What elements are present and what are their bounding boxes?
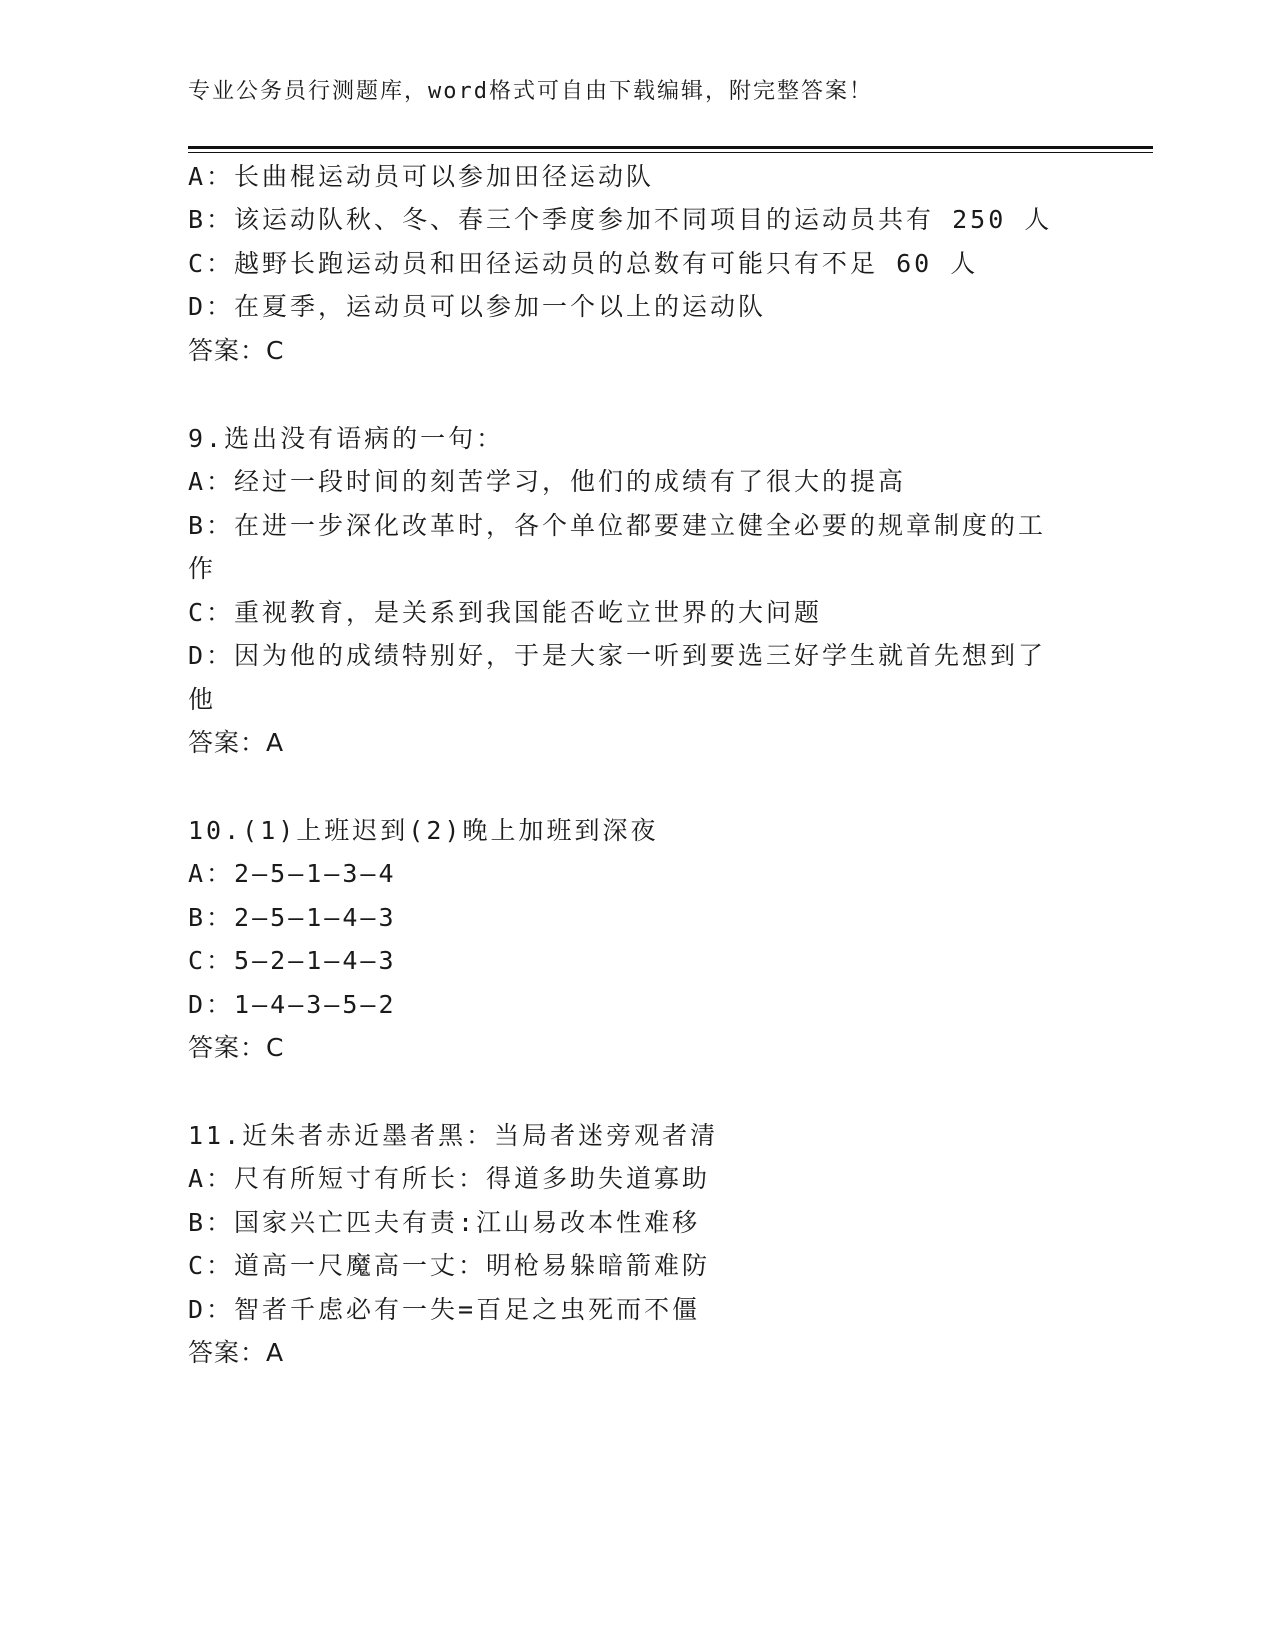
- q8-option-d: D：在夏季，运动员可以参加一个以上的运动队: [188, 292, 767, 321]
- q9-option-b-line2: 作: [188, 554, 217, 583]
- q10-option-a: A：2—5—1—3—4: [188, 859, 397, 888]
- q8-option-b: B：该运动队秋、冬、春三个季度参加不同项目的运动员共有 250 人: [188, 205, 1053, 234]
- q10-answer: 答案：C: [188, 1033, 285, 1062]
- q9-option-c: C：重视教育，是关系到我国能否屹立世界的大问题: [188, 598, 823, 627]
- q11-option-a: A：尺有所短寸有所长：得道多助失道寡助: [188, 1164, 711, 1193]
- q9-option-a: A：经过一段时间的刻苦学习，他们的成绩有了很大的提高: [188, 467, 907, 496]
- q11-option-b: B：国家兴亡匹夫有责:江山易改本性难移: [188, 1208, 701, 1237]
- q9-answer: 答案：A: [188, 728, 285, 757]
- q10-option-b: B：2—5—1—4—3: [188, 903, 397, 932]
- q10-stem: 10.(1)上班迟到(2)晚上加班到深夜: [188, 816, 659, 845]
- q11-option-c: C：道高一尺魔高一丈：明枪易躲暗箭难防: [188, 1251, 711, 1280]
- q10-option-c: C：5—2—1—4—3: [188, 946, 397, 975]
- header-rule-thick: [188, 146, 1153, 149]
- q8-option-a: A：长曲棍运动员可以参加田径运动队: [188, 162, 655, 191]
- q9-option-b-line1: B：在进一步深化改革时，各个单位都要建立健全必要的规章制度的工: [188, 511, 1047, 540]
- q9-option-d-line1: D：因为他的成绩特别好，于是大家一听到要选三好学生就首先想到了: [188, 641, 1047, 670]
- q11-option-d: D：智者千虑必有一失=百足之虫死而不僵: [188, 1295, 701, 1324]
- q11-answer: 答案：A: [188, 1338, 285, 1367]
- q11-stem: 11.近朱者赤近墨者黑：当局者迷旁观者清: [188, 1121, 719, 1150]
- q8-answer: 答案：C: [188, 336, 285, 365]
- header-rule-thin: [188, 152, 1153, 153]
- q8-option-c: C：越野长跑运动员和田径运动员的总数有可能只有不足 60 人: [188, 249, 979, 278]
- q9-option-d-line2: 他: [188, 685, 217, 714]
- page-header: 专业公务员行测题库，word格式可自由下载编辑，附完整答案！: [188, 79, 873, 104]
- q10-option-d: D：1—4—3—5—2: [188, 990, 397, 1019]
- q9-stem: 9.选出没有语病的一句：: [188, 424, 505, 453]
